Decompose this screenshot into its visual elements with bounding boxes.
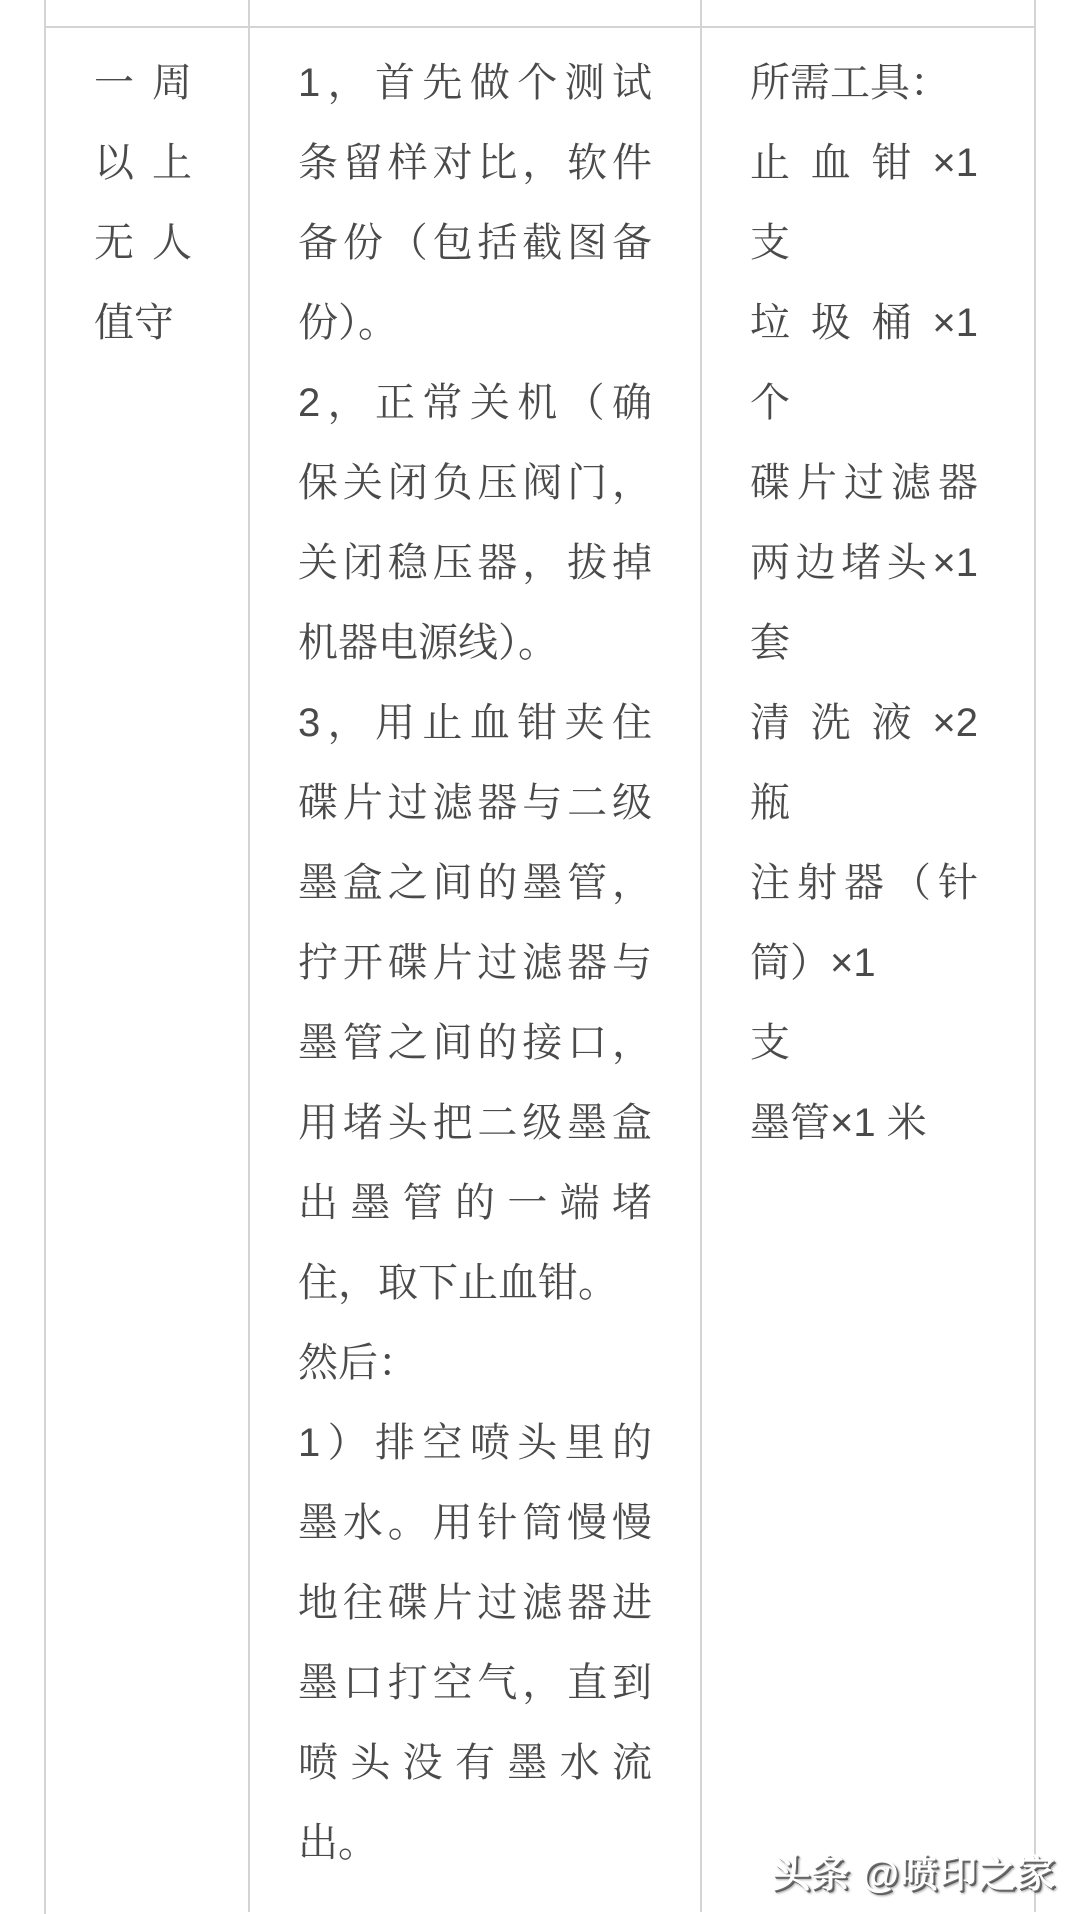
table-row-previous-bottom <box>46 0 1036 28</box>
text-line: 注射器（针 <box>750 861 978 905</box>
text-line: 碟片过滤器 <box>750 461 978 505</box>
maintenance-table <box>44 0 1036 1914</box>
watermark: 头条 @喷印之家 <box>772 1854 1056 1896</box>
text-line: 3，用止血钳夹住 <box>298 701 652 745</box>
text-line: 支 <box>750 1021 790 1065</box>
text-line: 以上 <box>94 141 192 185</box>
text-line: 关闭稳压器，拔掉 <box>298 541 652 585</box>
table-row-unattended-week <box>46 28 1036 1912</box>
prev-row-cell-steps <box>250 0 702 26</box>
text-line: 碟片过滤器与二级 <box>298 781 652 825</box>
text-line: 1）排空喷头里的 <box>298 1421 652 1465</box>
text-line: 出墨管的一端堵 <box>298 1181 652 1225</box>
text-line: 筒）×1 <box>750 941 876 985</box>
text-line: 条留样对比，软件 <box>298 141 652 185</box>
text-line: 清洗液×2 <box>750 701 978 745</box>
text-line: 值守 <box>94 301 174 345</box>
text-line: 保关闭负压阀门， <box>298 461 652 505</box>
text-line: 份）。 <box>298 301 398 345</box>
text-line: 无人 <box>94 221 192 265</box>
text-line: 备份（包括截图备 <box>298 221 652 265</box>
text-line: 住，取下止血钳。 <box>298 1261 618 1305</box>
text-line: 喷头没有墨水流 <box>298 1741 652 1785</box>
text-line: 垃圾桶×1 <box>750 301 978 345</box>
text-line: 两边堵头×1 <box>750 541 978 585</box>
text-line: 用堵头把二级墨盒 <box>298 1101 652 1145</box>
text-line: 所需工具： <box>750 61 950 105</box>
text-line: 出。 <box>298 1821 378 1865</box>
prev-row-cell-tools <box>702 0 1036 26</box>
text-line: 2，正常关机（确 <box>298 381 652 425</box>
text-line: 墨水。用针筒慢慢 <box>298 1501 652 1545</box>
prev-row-cell-duration <box>46 0 250 26</box>
text-line: 一周 <box>94 61 192 105</box>
cell-tools <box>702 28 1036 1912</box>
text-line: 然后： <box>298 1341 418 1385</box>
text-line: 墨管之间的接口， <box>298 1021 652 1065</box>
text-line: 拧开碟片过滤器与 <box>298 941 652 985</box>
text-line: 止血钳×1 <box>750 141 978 185</box>
text-line: 个 <box>750 381 790 425</box>
cell-duration <box>46 28 250 1912</box>
text-line: 墨口打空气，直到 <box>298 1661 652 1705</box>
cell-steps <box>250 28 702 1912</box>
text-line: 1，首先做个测试 <box>298 61 652 105</box>
text-line: 地往碟片过滤器进 <box>298 1581 652 1625</box>
text-line: 机器电源线）。 <box>298 621 558 665</box>
text-line: 墨管×1 米 <box>750 1101 927 1145</box>
text-line: 瓶 <box>750 781 790 825</box>
text-line: 支 <box>750 221 790 265</box>
text-line: 套 <box>750 621 790 665</box>
text-line: 墨盒之间的墨管， <box>298 861 652 905</box>
